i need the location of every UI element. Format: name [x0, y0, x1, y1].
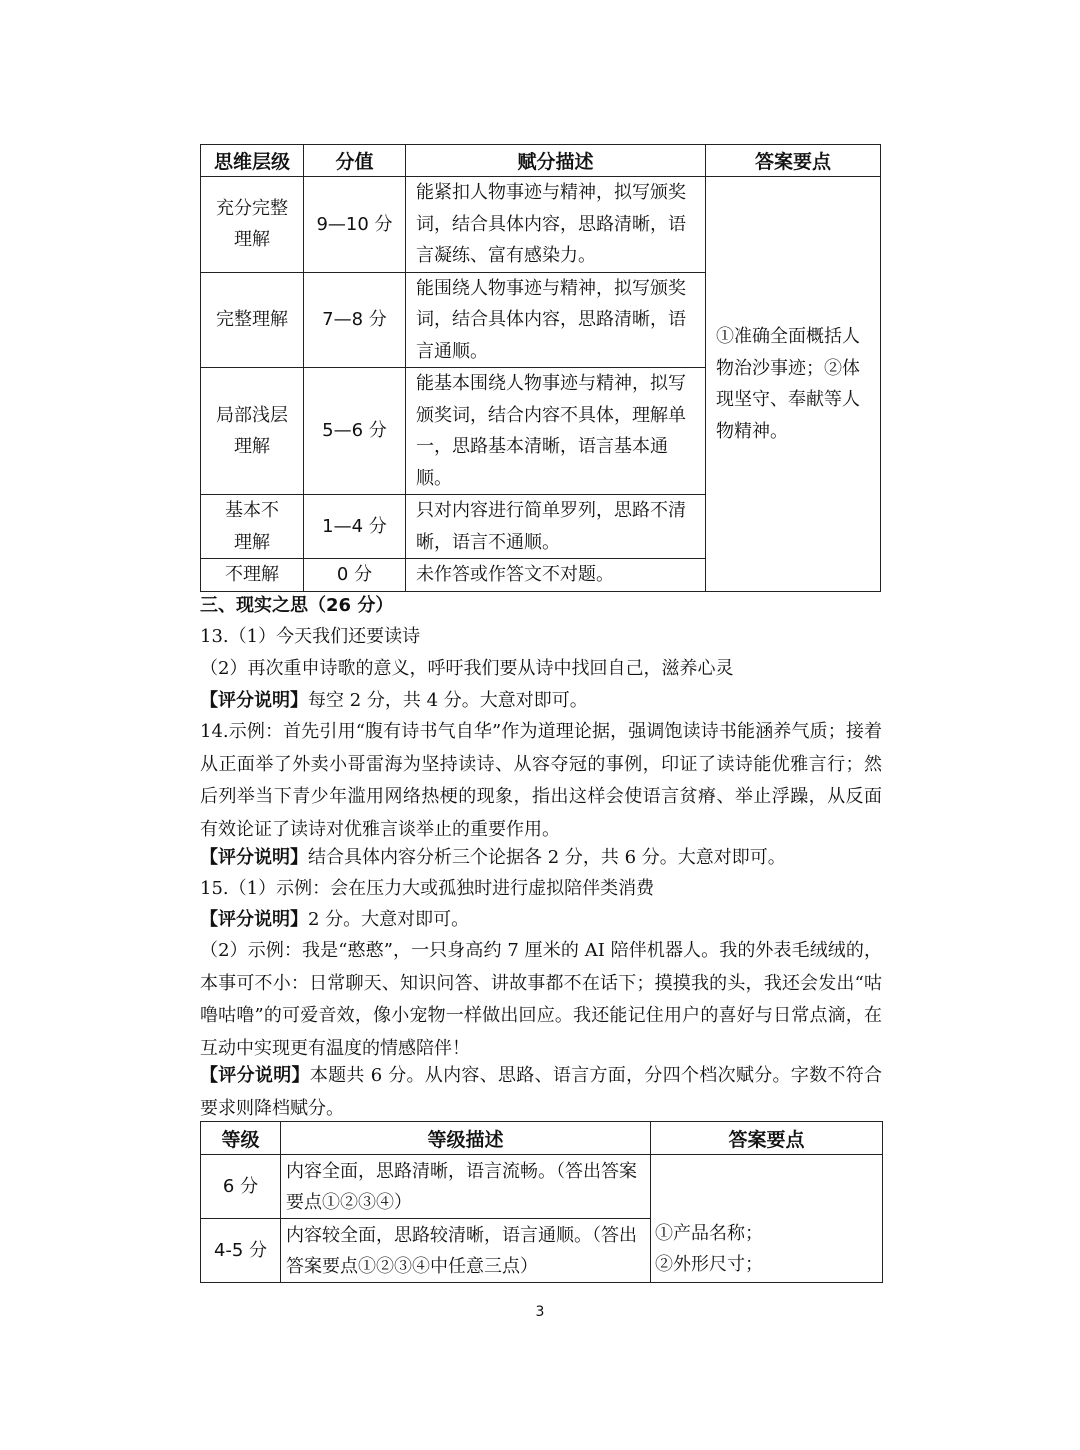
description-cell: 能基本围绕人物事迹与精神，拟写颁奖词，结合内容不具体，理解单一，思路基本清晰，语言基本通顺。 [406, 368, 706, 495]
score-cell: 7—8 分 [304, 272, 406, 368]
score-cell: 1—4 分 [304, 495, 406, 559]
description-cell: 只对内容进行简单罗列，思路不清晰，语言不通顺。 [406, 495, 706, 559]
score-cell: 0 分 [304, 559, 406, 592]
description-cell: 能紧扣人物事迹与精神，拟写颁奖词，结合具体内容，思路清晰，语言凝练、富有感染力。 [406, 177, 706, 273]
table-row [201, 177, 881, 273]
grade-cell: 6 分 [201, 1155, 281, 1219]
table-header-row [201, 1122, 883, 1155]
q13-part2: （2）再次重申诗歌的意义，呼吁我们要从诗中找回自己，滋养心灵 [200, 658, 734, 679]
q13-scoring-note [200, 685, 882, 716]
scoring-table-2 [200, 1121, 883, 1283]
grade-description-cell: 内容较全面，思路较清晰，语言通顺。（答出答案要点①②③④中任意三点） [281, 1219, 651, 1283]
score-cell: 5—6 分 [304, 368, 406, 495]
level-cell: 基本不理解 [201, 495, 304, 559]
q13-part1: 13.（1）今天我们还要读诗 [200, 626, 421, 647]
level-cell: 局部浅层理解 [201, 368, 304, 495]
header-grade-description: 等级描述 [281, 1122, 651, 1155]
q15-part2-answer: （2）示例：我是“憨憨”，一只身高约 7 厘米的 AI 陪伴机器人。我的外表毛绒绒的，本事可不小：日常聊天、知识问答、讲故事都不在话下；摸摸我的头，我还会发出“咕噜咕噜”的可爱音效，像小宠物一样做出回应。我还能记住用户的喜好与日常点滴，在互动中实现更有温度的情感陪伴！ [200, 940, 882, 1059]
key-points-cell: ①产品名称；②外形尺寸； [651, 1155, 883, 1283]
score-cell: 9—10 分 [304, 177, 406, 273]
page-number: 3 [535, 1304, 545, 1320]
grade-cell: 4-5 分 [201, 1219, 281, 1283]
scoring-note-text: 本题共 6 分。从内容、思路、语言方面，分四个档次赋分。字数不符合要求则降档赋分。 [200, 1065, 882, 1119]
header-grade: 等级 [201, 1122, 281, 1155]
level-cell: 充分完整理解 [201, 177, 304, 273]
table-header-row [201, 145, 881, 177]
scoring-note-text: 每空 2 分，共 4 分。大意对即可。 [308, 690, 588, 711]
q14-scoring-note [200, 842, 882, 873]
level-cell: 完整理解 [201, 272, 304, 368]
scoring-note-label: 【评分说明】 [200, 1065, 310, 1086]
q15-part2-scoring-note [200, 1060, 882, 1125]
scoring-note-text: 2 分。大意对即可。 [308, 909, 470, 930]
grade-description-cell: 内容全面，思路清晰，语言流畅。（答出答案要点①②③④） [281, 1155, 651, 1219]
scoring-note-label: 【评分说明】 [200, 909, 308, 930]
scoring-note-label: 【评分说明】 [200, 847, 308, 868]
header-key-points: 答案要点 [651, 1122, 883, 1155]
key-points-cell: ①准确全面概括人物治沙事迹；②体现坚守、奉献等人物精神。 [706, 177, 881, 592]
description-cell: 能围绕人物事迹与精神，拟写颁奖词，结合具体内容，思路清晰，语言通顺。 [406, 272, 706, 368]
level-cell: 不理解 [201, 559, 304, 592]
q15-part1-scoring-note [200, 904, 882, 935]
description-cell: 未作答或作答文不对题。 [406, 559, 706, 592]
scoring-note-label: 【评分说明】 [200, 690, 308, 711]
header-description: 赋分描述 [406, 145, 706, 177]
table-row [201, 1155, 883, 1219]
q14-answer: 14.示例：首先引用“腹有诗书气自华”作为道理论据，强调饱读诗书能涵养气质；接着从正面举了外卖小哥雷海为坚持读诗、从容夺冠的事例，印证了读诗能优雅言行；然后列举当下青少年滥用网络热梗的现象，指出这样会使语言贫瘠、举止浮躁，从反面有效论证了读诗对优雅言谈举止的重要作用。 [200, 721, 882, 840]
section-title: 三、现实之思（26 分） [200, 595, 394, 616]
q15-part1: 15.（1）示例：会在压力大或孤独时进行虚拟陪伴类消费 [200, 878, 655, 899]
header-key-points: 答案要点 [706, 145, 881, 177]
scoring-table-1 [200, 144, 881, 592]
header-thinking-level: 思维层级 [201, 145, 304, 177]
scoring-note-text: 结合具体内容分析三个论据各 2 分，共 6 分。大意对即可。 [308, 847, 786, 868]
header-score: 分值 [304, 145, 406, 177]
